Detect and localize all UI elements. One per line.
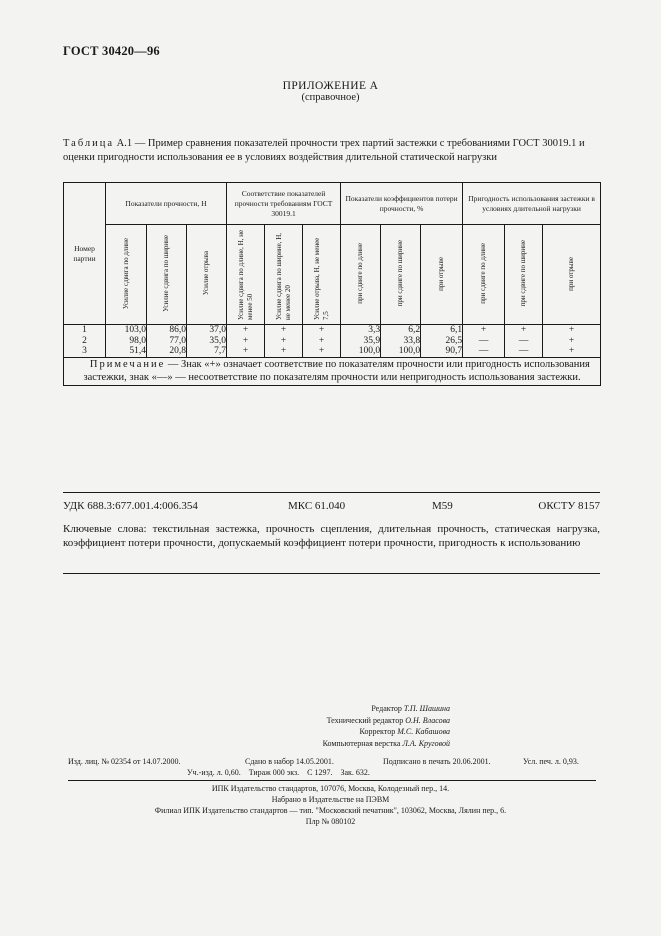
subheader: при отрыве (543, 225, 601, 325)
divider-bottom (63, 573, 600, 574)
table-caption-label: Таблица (63, 138, 115, 149)
imprint-typeset: Набрано в Издательстве на ПЭВМ (271, 795, 390, 804)
mks-code: МКС 61.040 (288, 500, 346, 512)
col-loss-peel: 6,1 26,5 90,7 (421, 325, 463, 358)
imprint-print-details: Уч.-изд. л. 0,60. Тираж 000 экз. С 1297. Зак. 632. (187, 768, 370, 777)
subheader: при сдвиге по длине (341, 225, 381, 325)
m-code: М59 (432, 500, 453, 512)
divider-top (63, 492, 600, 493)
subheader: Усилие отрыва (187, 225, 227, 325)
credit-editor: Редактор Т.П. Шашина (371, 704, 450, 713)
col-loss-width: 6,2 33,8 100,0 (381, 325, 421, 358)
credit-layout: Компьютерная верстка Л.А. Круговой (322, 738, 450, 748)
col-suit-peel: + + + (543, 325, 601, 358)
imprint-signed-date: Подписано в печать 20.06.2001. (383, 757, 491, 766)
imprint-sheets: Усл. печ. л. 0,93. (523, 757, 579, 766)
imprint-license: Изд. лиц. № 02354 от 14.07.2000. (68, 757, 181, 766)
appendix-title: ПРИЛОЖЕНИЕ А (282, 80, 379, 92)
udk-code: УДК 688.3:677.001.4:006.354 (63, 500, 198, 512)
imprint-plr: Плр № 080102 (305, 817, 356, 826)
credits (230, 703, 450, 749)
col-compliance-length: + + + (227, 325, 265, 358)
table-caption (63, 137, 603, 164)
subheader: Усилие сдвига по ширине (147, 225, 187, 325)
credit-tech-editor: Технический редактор О.Н. Власова (326, 715, 450, 725)
col-compliance-width: + + + (265, 325, 303, 358)
imprint-typeset-date: Сдано в набор 14.05.2001. (245, 757, 334, 766)
table-data-body (64, 325, 601, 358)
subheader: Усилие сдвига по длине (106, 225, 147, 325)
note-text: — Знак «+» означает соответствие по показателям прочности или пригодность использования застежки, знак «—» — несоответствие по показателям прочности или непригодность использования застежки. (83, 358, 590, 383)
col-compliance-peel: + + + (303, 325, 341, 358)
header-batch-number: Номер партии (64, 183, 106, 325)
col-suit-width: + — — (505, 325, 543, 358)
subheader: Усилие сдвига по длине, Н, не менее 50 (227, 225, 265, 325)
col-batch: 1 2 3 (64, 325, 106, 358)
subheader: Усилие отрыва, Н, не менее 7,5 (303, 225, 341, 325)
imprint-publisher: ИПК Издательство стандартов, 107076, Москва, Колодезный пер., 14. (211, 784, 450, 793)
note-label: Примечание (89, 358, 166, 370)
subheader: при отрыве (421, 225, 463, 325)
subheader: Усилие сдвига по ширине, Н, не менее 20 (265, 225, 303, 325)
keywords: Ключевые слова: текстильная застежка, прочность сцепления, длительная прочность, статическая нагрузка, коэффициент потери прочности, допускаемый коэффициент потери прочности, пригодность к использованию (63, 523, 600, 549)
credit-proofreader: Корректор М.С. Кабашова (359, 727, 450, 736)
col-shear-length: 103,0 98,0 51,4 (106, 325, 147, 358)
table-note (64, 357, 601, 385)
group-strength: Показатели прочности, Н (106, 183, 227, 225)
subheader: при сдвиге по ширине (505, 225, 543, 325)
col-peel: 37,0 35,0 7,7 (187, 325, 227, 358)
okstu-code: ОКСТУ 8157 (538, 500, 600, 512)
document-code: ГОСТ 30420—96 (63, 44, 160, 58)
imprint-branch: Филиал ИПК Издательство стандартов — тип. "Московский печатник", 103062, Москва, Лялин пер., 6. (154, 806, 507, 815)
comparison-table (63, 182, 601, 386)
col-loss-length: 3,3 35,9 100,0 (341, 325, 381, 358)
appendix-subtitle: (справочное) (301, 92, 360, 103)
imprint-divider (68, 780, 596, 781)
col-shear-width: 86,0 77,0 20,8 (147, 325, 187, 358)
subheader: при сдвиге по ширине (381, 225, 421, 325)
subheader: при сдвиге по длине (463, 225, 505, 325)
group-loss-coefficients: Показатели коэффициентов потери прочности, % (341, 183, 463, 225)
col-suit-length: + — — (463, 325, 505, 358)
group-compliance: Соответствие показателей прочности требованиям ГОСТ 30019.1 (227, 183, 341, 225)
group-suitability: Пригодность использования застежки в условиях длительной нагрузки (463, 183, 601, 225)
table-caption-text: А.1 — Пример сравнения показателей прочности трех партий застежки с требованиями ГОСТ 30019.1 и оценки пригодности использования ее в условиях воздействия длительной статической нагрузки (63, 138, 585, 163)
